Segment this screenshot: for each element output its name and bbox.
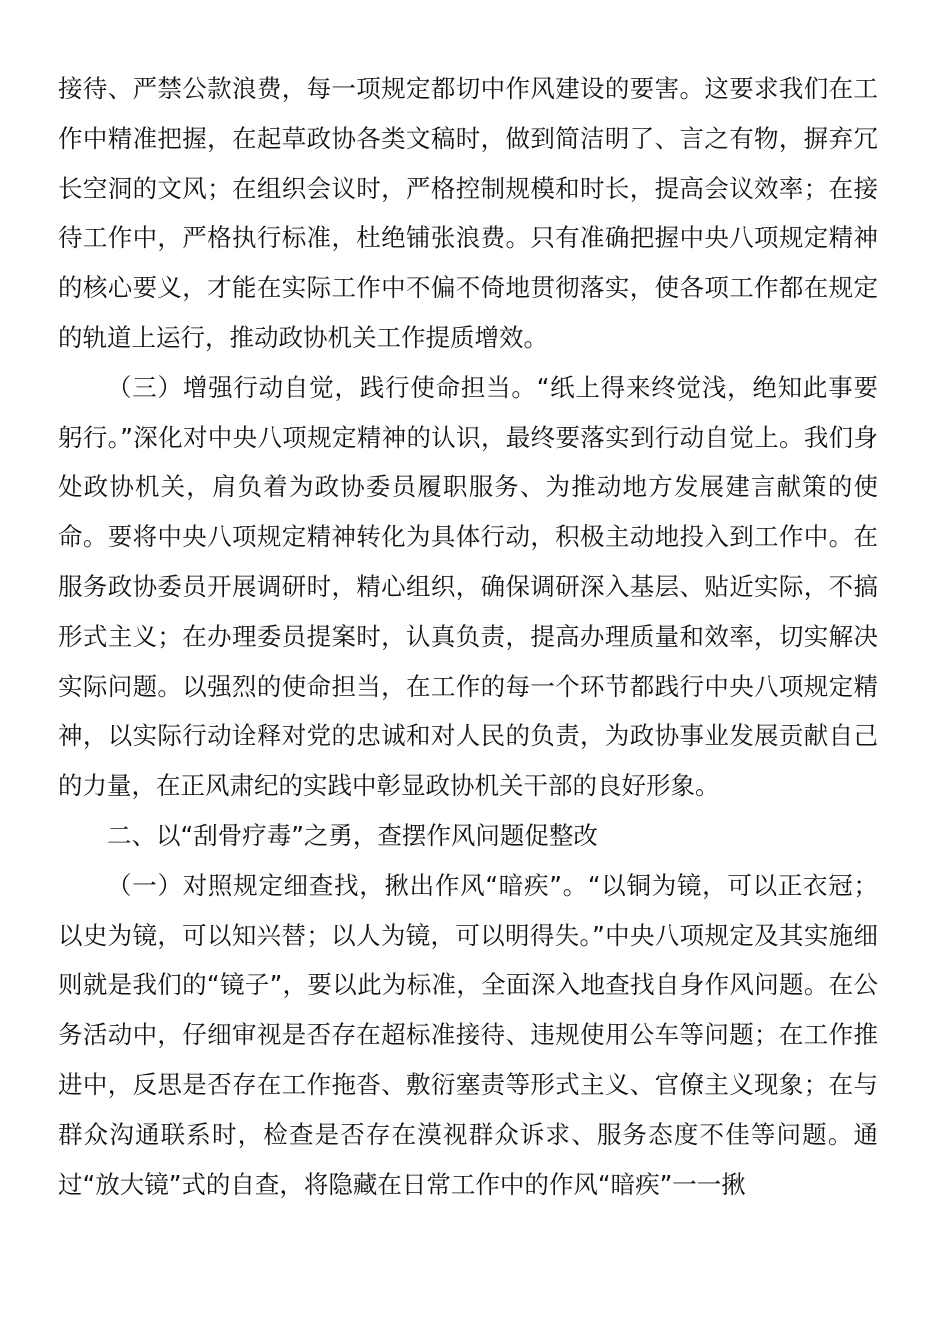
section-heading-two: 二、以“刮骨疗毒”之勇，查摆作风问题促整改 [107, 820, 598, 850]
paragraph-section-three: （三）增强行动自觉，践行使命担当。“纸上得来终觉浅，绝知此事要躬行。”深化对中央八项规定精神的认识，最终要落实到行动自觉上。我们身处政协机关，肩负着为政协委员履职服务、为推动地方发展建言献策的使命。要将中央八项规定精神转化为具体行动，积极主动地投入到工作中。在服务政协委员开展调研时，精心组织，确保调研深入基层、贴近实际，不搞形式主义；在办理委员提案时，认真负责，提高办理质量和效率，切实解决实际问题。以强烈的使命担当，在工作的每一个环节都践行中央八项规定精神，以实际行动诠释对党的忠诚和对人民的负责，为政协事业发展贡献自己的力量，在正风肃纪的实践中彰显政协机关干部的良好形象。 [58, 372, 878, 801]
document-body [58, 64, 878, 1209]
paragraph-subsection-one: （一）对照规定细查找，揪出作风“暗疾”。“以铜为镜，可以正衣冠；以史为镜，可以知兴替；以人为镜，可以明得失。”中央八项规定及其实施细则就是我们的“镜子”，要以此为标准，全面深入地查找自身作风问题。在公务活动中，仔细审视是否存在超标准接待、违规使用公车等问题；在工作推进中，反思是否存在工作拖沓、敷衍塞责等形式主义、官僚主义现象；在与群众沟通联系时，检查是否存在漠视群众诉求、服务态度不佳等问题。通过“放大镜”式的自查，将隐藏在日常工作中的作风“暗疾”一一揪 [58, 870, 878, 1199]
paragraph-continuation: 接待、严禁公款浪费，每一项规定都切中作风建设的要害。这要求我们在工作中精准把握，在起草政协各类文稿时，做到简洁明了、言之有物，摒弃冗长空洞的文风；在组织会议时，严格控制规模和时长，提高会议效率；在接待工作中，严格执行标准，杜绝铺张浪费。只有准确把握中央八项规定精神的核心要义，才能在实际工作中不偏不倚地贯彻落实，使各项工作都在规定的轨道上运行，推动政协机关工作提质增效。 [58, 74, 878, 352]
